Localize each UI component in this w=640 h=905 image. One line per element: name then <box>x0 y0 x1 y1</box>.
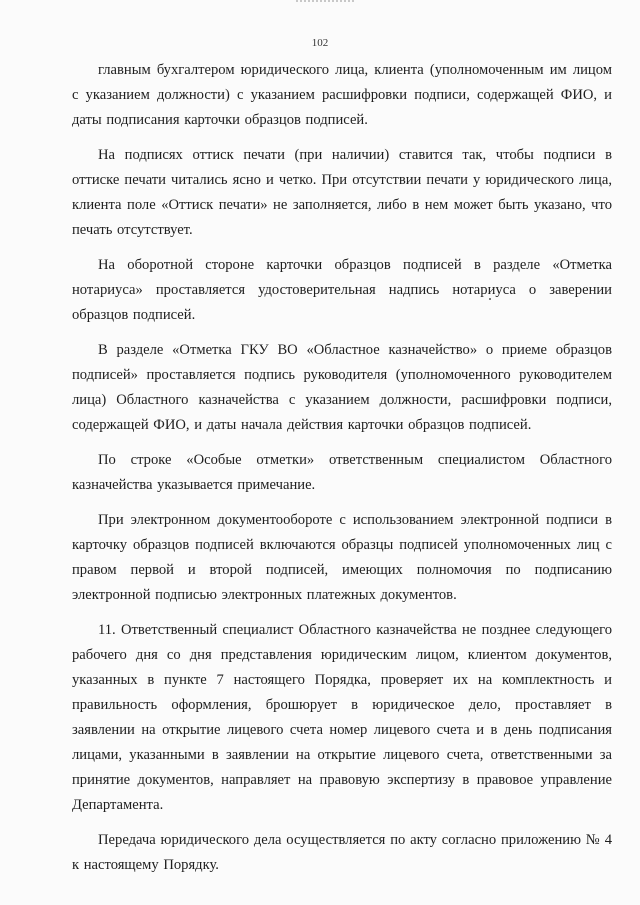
paragraph-seal: На подписях оттиск печати (при наличии) ставится так, чтобы подписи в оттиске печати читались ясно и четко. При отсутствии печати у юридического лица, клиента поле «Оттиск печати» не заполняется, либо в нем может быть указано, что печать отсутствует. <box>72 147 612 238</box>
paragraph-notary: На оборотной стороне карточки образцов подписей в разделе «Отметка нотариуса» проставляется удостоверительная надпись нотариуса о заверении образцов подписей. <box>72 257 612 323</box>
paragraph-continuation: главным бухгалтером юридического лица, клиента (уполномоченным им лицом с указанием должности) с указанием расшифровки подписи, содержащей ФИО, и даты подписания карточки образцов подписей. <box>72 62 612 128</box>
header-scan-mark <box>296 0 354 6</box>
paragraph-electronic-signature: При электронном документообороте с использованием электронной подписи в карточку образцов подписей включаются образцы подписей уполномоченных лиц с правом первой и второй подписей, имеющих полномочия по подписанию электронной подписью электронных платежных документов. <box>72 512 612 603</box>
page-number: 102 <box>311 37 329 49</box>
scan-speck <box>489 298 491 300</box>
document-body <box>72 58 612 888</box>
paragraph-transfer: Передача юридического дела осуществляется по акту согласно приложению № 4 к настоящему Порядку. <box>72 832 612 873</box>
paragraph-item-11: 11. Ответственный специалист Областного казначейства не позднее следующего рабочего дня со дня представления юридическим лицом, клиентом документов, указанных в пункте 7 настоящего Порядка, проверяет их на комплектность и правильность оформления, брошюрует в юридическое дело, проставляет в заявлении на открытие лицевого счета номер лицевого счета и в день подписания лицами, указанными в заявлении на открытие лицевого счета, ответственными за принятие документов, направляет на правовую экспертизу в правовое управление Департамента. <box>72 622 612 813</box>
paragraph-treasury-mark: В разделе «Отметка ГКУ ВО «Областное казначейство» о приеме образцов подписей» проставляется подпись руководителя (уполномоченного руководителем лица) Областного казначейства с указанием должности, расшифровки подписи, содержащей ФИО, и даты начала действия карточки образцов подписей. <box>72 342 612 433</box>
paragraph-special-notes: По строке «Особые отметки» ответственным специалистом Областного казначейства указывается примечание. <box>72 452 612 493</box>
